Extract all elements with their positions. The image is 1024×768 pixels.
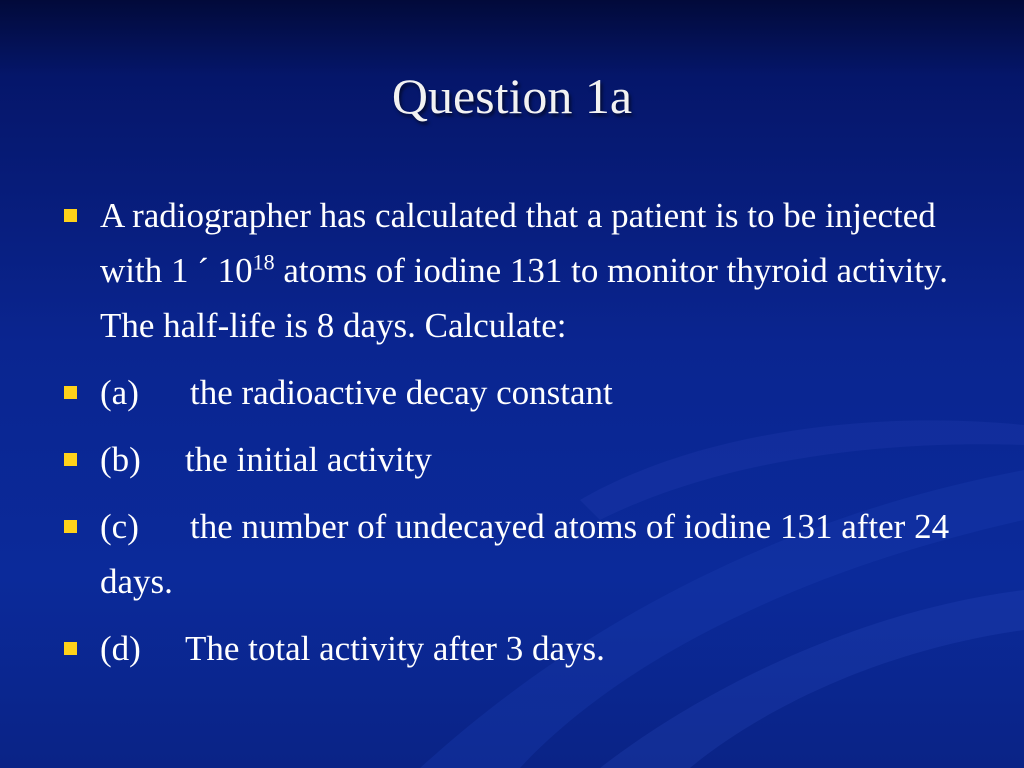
list-item-intro: [62, 188, 982, 353]
item-text-b: the initial activity: [185, 440, 432, 479]
list-item-a: [62, 365, 982, 420]
list-item-c: [62, 499, 982, 609]
list-item-b: [62, 432, 982, 487]
item-label-c: (c): [100, 507, 139, 546]
item-text-a: the radioactive decay constant: [190, 373, 613, 412]
intro-exponent: 18: [252, 249, 275, 275]
square-bullet-icon: [64, 642, 77, 655]
square-bullet-icon: [64, 453, 77, 466]
bullet-list: [62, 188, 982, 688]
item-text-d: The total activity after 3 days.: [185, 629, 605, 668]
square-bullet-icon: [64, 209, 77, 222]
slide-title: Question 1a: [391, 68, 633, 124]
square-bullet-icon: [64, 520, 77, 533]
intro-text-part1: A radiographer has calculated that a patient is to be injected with 1 ´ 10: [100, 196, 936, 290]
item-label-d: (d): [100, 629, 141, 668]
intro-text-part2: atoms of iodine 131 to monitor thyroid activity. The half-life is 8 days. Calculate:: [100, 251, 948, 345]
item-label-b: (b): [100, 440, 141, 479]
item-text-c: the number of undecayed atoms of iodine 131 after 24 days.: [100, 507, 950, 601]
item-label-a: (a): [100, 373, 139, 412]
square-bullet-icon: [64, 386, 77, 399]
list-item-d: [62, 621, 982, 676]
